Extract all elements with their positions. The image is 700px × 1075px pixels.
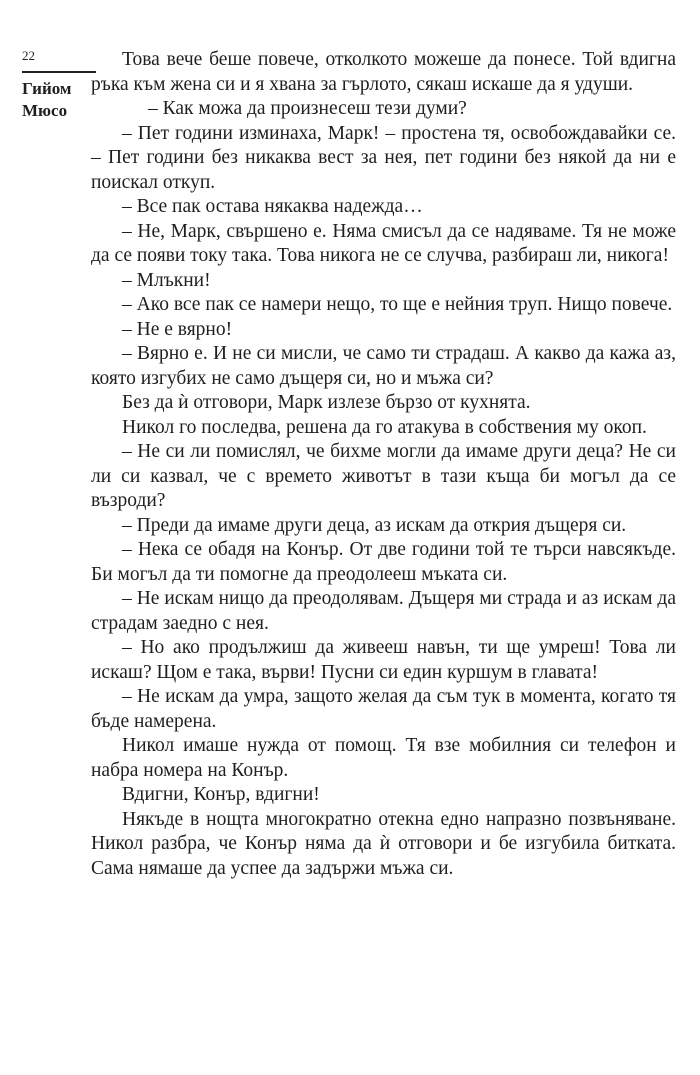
- paragraph: – Преди да имаме други деца, аз искам да открия дъщеря си.: [122, 514, 627, 536]
- paragraph: – Вярно е. И не си мисли, че само ти страдаш. А какво да кажа аз, която изгубих не само дъщеря си, но и мъжа си?: [91, 343, 676, 389]
- page-number: 22: [22, 48, 35, 63]
- paragraph: Вдигни, Конър, вдигни!: [122, 784, 320, 805]
- paragraph: – Не искам нищо да преодолявам. Дъщеря ми страда и аз искам да страдам заедно с нея.: [91, 588, 676, 634]
- author-last-name: Мюсо: [22, 101, 68, 120]
- margin-rule: [22, 71, 96, 73]
- page-margin: [22, 48, 96, 122]
- running-head-author: [22, 78, 96, 122]
- paragraph: – Не е вярно!: [122, 318, 233, 340]
- paragraph: – Как можа да произнесеш тези думи?: [148, 98, 467, 119]
- body-text: [91, 48, 676, 881]
- paragraph: Някъде в нощта многократно отекна едно напразно позвъняване. Никол разбра, че Конър няма да ѝ отговори и бе изгубила битката. Сама нямаше да успее да задържи мъжа си.: [91, 808, 676, 879]
- paragraph: – Пет години изминаха, Марк! – простена тя, освобождавайки се. – Пет години без никаква вест за нея, пет години без някой да ни е поискал откуп.: [91, 122, 676, 193]
- paragraph: – Нека се обадя на Конър. От две години той те търси навсякъде. Би могъл да ти помогне да преодолееш мъката си.: [91, 539, 676, 585]
- paragraph: – Не искам да умра, защото желая да съм тук в момента, когато тя бъде намерена.: [91, 686, 676, 732]
- paragraph: Никол имаше нужда от помощ. Тя взе мобилния си телефон и набра номера на Конър.: [91, 735, 676, 781]
- author-first-name: Гийом: [22, 79, 72, 98]
- paragraph: Без да ѝ отговори, Марк излезе бързо от кухнята.: [122, 392, 531, 413]
- paragraph: – Но ако продължиш да живееш навън, ти ще умреш! Това ли искаш? Щом е така, върви! Пусни си един куршум в главата!: [91, 637, 676, 683]
- paragraph: – Млъкни!: [122, 269, 211, 291]
- paragraph: – Ако все пак се намери нещо, то ще е нейния труп. Нищо повече.: [122, 294, 673, 315]
- paragraph: – Не си ли помислял, че бихме могли да имаме други деца? Не си ли си казвал, че с времето животът в тази къща би могъл да се възроди?: [91, 441, 676, 511]
- paragraph: – Не, Марк, свършено е. Няма смисъл да се надяваме. Тя не може да се появи току така. Това никога не се случва, разбираш ли, никога!: [91, 220, 676, 266]
- paragraph: – Все пак остава някаква надежда…: [122, 196, 423, 217]
- paragraph: Това вече беше повече, отколкото можеше да понесе. Той вдигна ръка към жена си и я хвана за гърлото, сякаш искаше да я удуши.: [91, 49, 676, 95]
- paragraph: Никол го последва, решена да го атакува в собствения му окоп.: [122, 416, 647, 438]
